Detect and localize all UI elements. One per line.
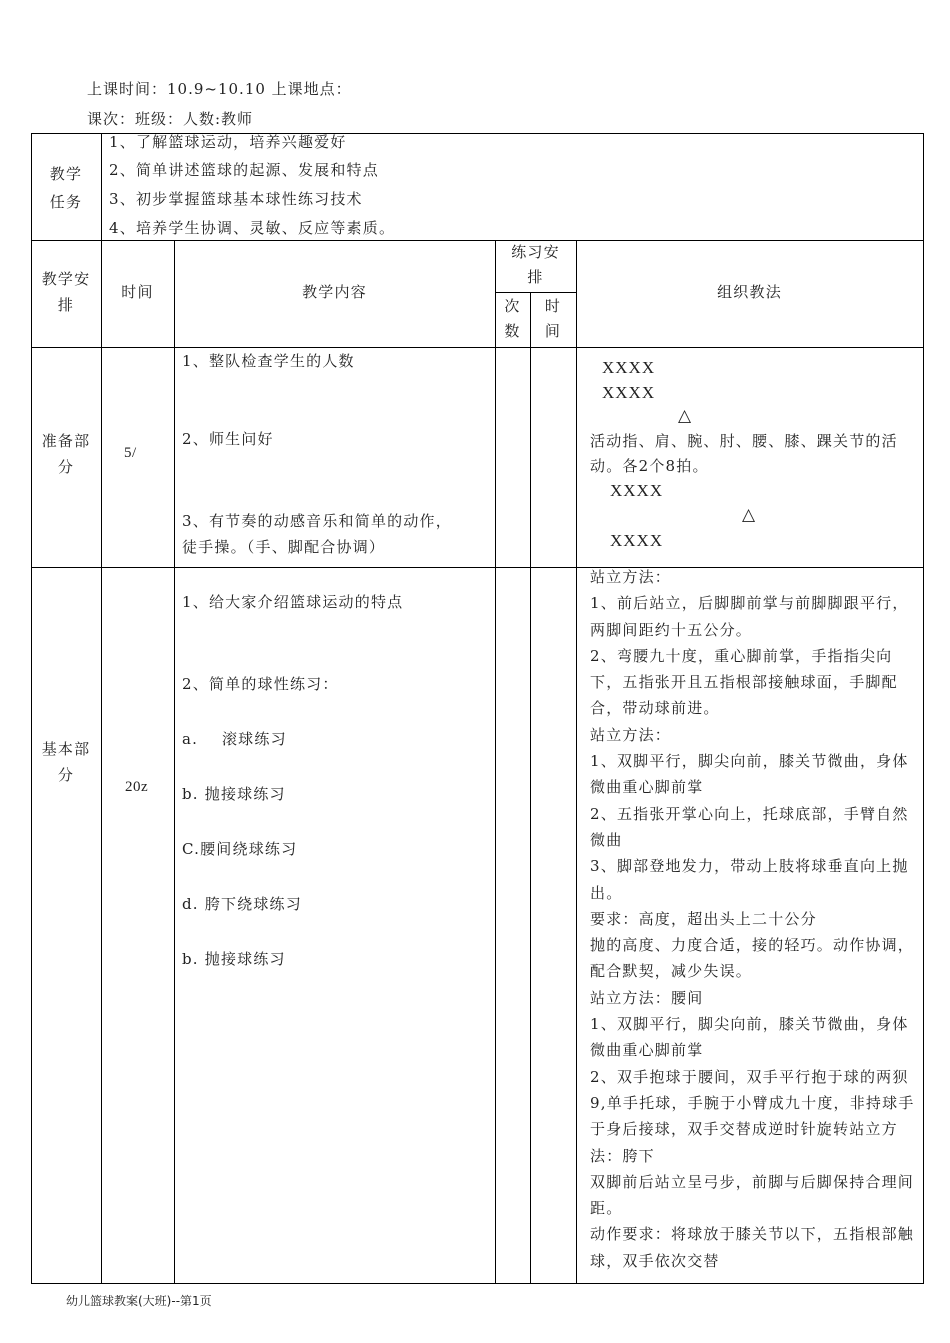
prep-label: [31, 428, 101, 480]
col-header-method: 组织教法: [717, 283, 782, 301]
col-divider-label: [101, 133, 102, 1284]
row-divider-header: [31, 347, 924, 348]
col-divider-method: [576, 240, 577, 1284]
col-header-arrangement: [31, 266, 101, 318]
basic-method-para: 3、脚部登地发力，带动上肢将球垂直向上抛出。: [590, 857, 909, 902]
table-border-bottom: [31, 1283, 924, 1284]
teacher-triangle-icon: △: [742, 505, 757, 525]
row-divider-practice-sub: [495, 292, 576, 293]
basic-method-para: 站立方法：腰间: [590, 988, 704, 1007]
basic-method-para: 动作要求：将球放于膝关节以下，五指根部触球，双手依次交替: [590, 1225, 915, 1270]
basic-method-para: 站立方法：: [590, 725, 672, 744]
formation-row: XXXX: [610, 531, 664, 550]
basic-method-para: 2、弯腰九十度，重心脚前掌，手指指尖向下，五指张开且五指根部接触球面，手脚配合，带动球前进。: [590, 646, 898, 718]
basic-label: [31, 736, 101, 788]
basic-label-line1: 基本部: [41, 740, 91, 758]
prep-content-item: 徒手操。（手、脚配合协调）: [182, 538, 386, 556]
task-item: 1、了解篮球运动，培养兴趣爱好: [109, 133, 347, 151]
prep-label-line2: 分: [57, 458, 75, 476]
col-divider-content: [495, 240, 496, 1284]
col-header-practice-time: [530, 294, 576, 344]
prep-content-item: 1、整队检查学生的人数: [182, 352, 355, 370]
table-border-right: [923, 133, 924, 1284]
task-item: 4、培养学生协调、灵敏、反应等素质。: [109, 219, 396, 237]
basic-method-para: 2、五指张开掌心向上，托球底部，手臂自然微曲: [590, 804, 909, 849]
col-header-practice-time-line1: 时: [544, 297, 562, 315]
col-header-practice-line2: 排: [527, 268, 544, 286]
col-header-practice-time-line2: 间: [544, 322, 562, 340]
col-header-content: 教学内容: [302, 283, 367, 301]
basic-method-para: 1、双脚平行，脚尖向前，膝关节微曲，身体微曲重心脚前掌: [590, 752, 909, 797]
col-header-practice: [495, 240, 576, 290]
basic-method: [590, 564, 920, 1274]
basic-content-item: d. 胯下绕球练习: [182, 895, 302, 913]
page-footer: 幼儿篮球教案(大班)--第1页: [66, 1294, 212, 1308]
col-header-count: [495, 294, 530, 344]
basic-content-item: 2、简单的球性练习：: [182, 675, 339, 693]
prep-method-text: 活动指、肩、腕、肘、腰、膝、踝关节的活动。各2个8拍。: [590, 432, 898, 475]
basic-method-para: 1、双脚平行，脚尖向前，膝关节微曲，身体微曲重心脚前掌: [590, 1015, 909, 1060]
col-header-arrangement-line1: 教学安: [41, 270, 91, 288]
col-header-time: 时间: [121, 283, 154, 301]
basic-method-para: 1、前后站立，后脚脚前掌与前脚脚跟平行，两脚间距约十五公分。: [590, 594, 909, 639]
prep-label-line1: 准备部: [41, 432, 91, 450]
basic-method-para: 站立方法：: [590, 568, 672, 586]
col-header-arrangement-line2: 排: [57, 296, 75, 314]
tasks-label-line2: 任务: [49, 193, 83, 211]
formation-row: XXXX: [610, 481, 664, 500]
basic-content-item: C.腰间绕球练习: [182, 840, 298, 858]
basic-time: 20z: [125, 779, 149, 795]
basic-method-para: 双脚前后站立呈弓步，前脚与后脚保持合理间距。: [590, 1172, 915, 1218]
col-divider-count: [530, 292, 531, 1284]
basic-content-item: 1、给大家介绍篮球运动的特点: [182, 593, 404, 611]
col-header-practice-line1: 练习安: [511, 243, 560, 261]
prep-content-item: 3、有节奏的动感音乐和简单的动作，: [182, 512, 452, 530]
basic-content-item: a. 滚球练习: [182, 730, 287, 748]
col-header-count-line2: 数: [504, 322, 521, 340]
class-time-line: 上课时间：10.9~10.10 上课地点：: [87, 80, 352, 98]
class-info-line: 课次：班级：人数:教师: [87, 110, 254, 128]
task-item: 2、简单讲述篮球的起源、发展和特点: [109, 161, 379, 179]
basic-content-item: b. 抛接球练习: [182, 785, 286, 803]
prep-content-item: 2、师生问好: [182, 430, 274, 448]
basic-method-para: 抛的高度、力度合适，接的轻巧。动作协调，配合默契，减少失误。: [590, 936, 915, 981]
basic-label-line2: 分: [57, 766, 75, 784]
formation-row: XXXX: [602, 383, 656, 402]
col-header-count-line1: 次: [504, 297, 521, 315]
basic-method-para: 要求：高度，超出头上二十公分: [590, 909, 817, 928]
basic-content-item: b. 抛接球练习: [182, 950, 286, 968]
basic-method-para: 2、双手抱球于腰间，双手平行抱于球的两狈9,单手托球，手腕于小臂成九十度，非持球手于身后接球，双手交替成逆时针旋转站立方法：胯下: [590, 1067, 915, 1165]
col-divider-time: [174, 240, 175, 1284]
tasks-label-line1: 教学: [49, 165, 83, 183]
teacher-triangle-icon: △: [678, 406, 693, 426]
formation-row: XXXX: [602, 358, 656, 377]
prep-time: 5/: [124, 445, 137, 461]
tasks-label: [31, 160, 101, 216]
task-item: 3、初步掌握篮球基本球性练习技术: [109, 190, 363, 208]
